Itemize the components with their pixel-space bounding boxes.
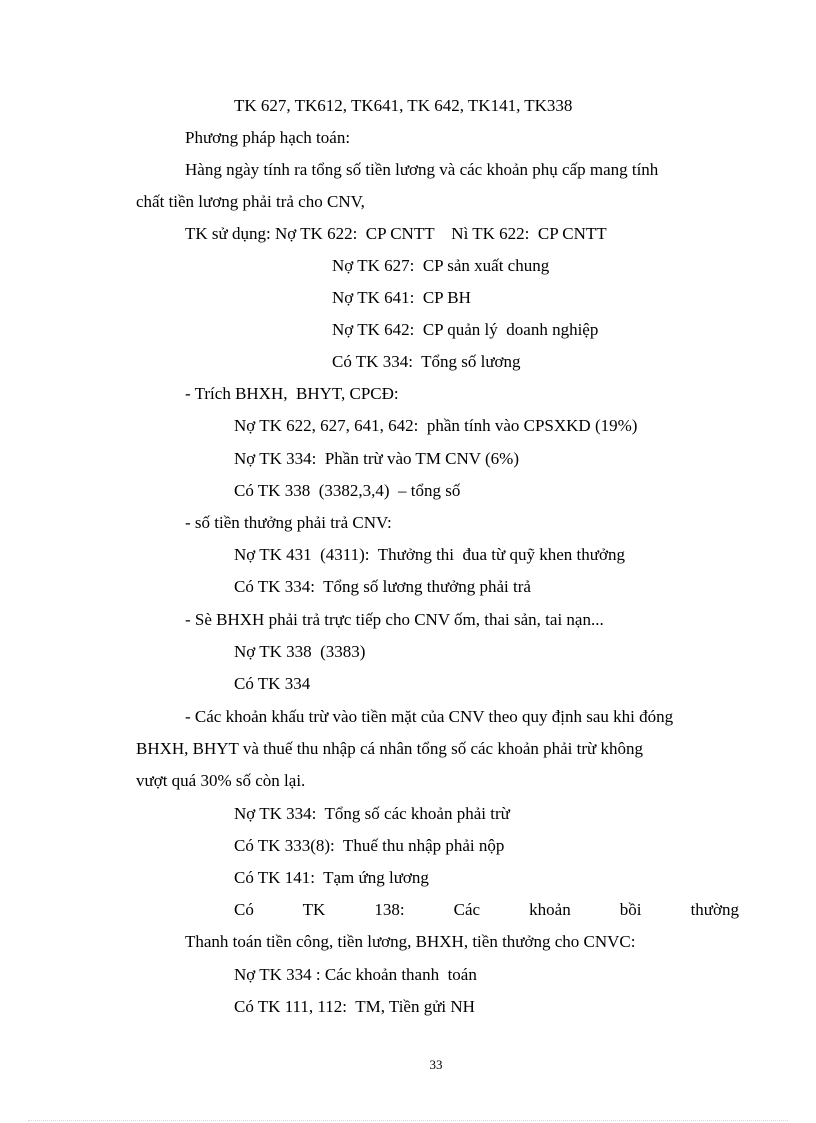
text-line: Nợ TK 641: CP BH <box>332 288 471 307</box>
text-line: Có TK 334 <box>234 674 311 693</box>
text-line: Nợ TK 642: CP quản lý doanh nghiệp <box>332 320 599 339</box>
text-line: BHXH, BHYT và thuế thu nhập cá nhân tổng số các khoản phải trừ không <box>136 739 643 758</box>
text-line: Có TK 334: Tổng số lương thưởng phải trả <box>234 577 531 596</box>
text-line: Có TK 338 (3382,3,4) – tổng số <box>234 481 461 500</box>
page-border <box>28 1120 788 1121</box>
text-line: Nợ TK 334: Tổng số các khoản phải trừ <box>234 804 510 823</box>
text-line: - Trích BHXH, BHYT, CPCĐ: <box>185 384 399 403</box>
text-line: TK sử dụng: Nợ TK 622: CP CNTT Nì TK 622: CP CNTT <box>185 224 607 243</box>
text-line: Thanh toán tiền công, tiền lương, BHXH, tiền thưởng cho CNVC: <box>185 932 636 951</box>
text-line: Phương pháp hạch toán: <box>185 128 351 147</box>
text-line: Có TK 138: Các khoản bồi thường <box>234 900 739 919</box>
text-line: Có TK 141: Tạm ứng lương <box>234 868 429 887</box>
text-line: - Sè BHXH phải trả trực tiếp cho CNV ốm, thai sản, tai nạn... <box>185 610 604 629</box>
text-line: TK 627, TK612, TK641, TK 642, TK141, TK338 <box>234 96 573 115</box>
text-line: Nợ TK 622, 627, 641, 642: phần tính vào CPSXKD (19%) <box>234 416 638 435</box>
text-line: vượt quá 30% số còn lại. <box>136 771 306 790</box>
text-line: - Các khoản khấu trừ vào tiền mặt của CNV theo quy định sau khi đóng <box>185 707 674 726</box>
page-number: 33 <box>429 1057 443 1072</box>
text-line: Nợ TK 627: CP sản xuất chung <box>332 256 550 275</box>
text-line: Nợ TK 431 (4311): Thưởng thi đua từ quỹ khen thưởng <box>234 545 625 564</box>
text-line: chất tiền lương phải trả cho CNV, <box>136 192 365 211</box>
text-line: Nợ TK 334 : Các khoản thanh toán <box>234 965 477 984</box>
text-line: Nợ TK 334: Phần trừ vào TM CNV (6%) <box>234 449 519 468</box>
text-line: Hàng ngày tính ra tổng số tiền lương và các khoản phụ cấp mang tính <box>185 160 659 179</box>
text-line: Nợ TK 338 (3383) <box>234 642 366 661</box>
text-line: - số tiền thưởng phải trả CNV: <box>185 513 392 532</box>
text-line: Có TK 111, 112: TM, Tiền gửi NH <box>234 997 475 1016</box>
text-line: Có TK 334: Tổng số lương <box>332 352 521 371</box>
text-line: Có TK 333(8): Thuế thu nhập phải nộp <box>234 836 505 855</box>
